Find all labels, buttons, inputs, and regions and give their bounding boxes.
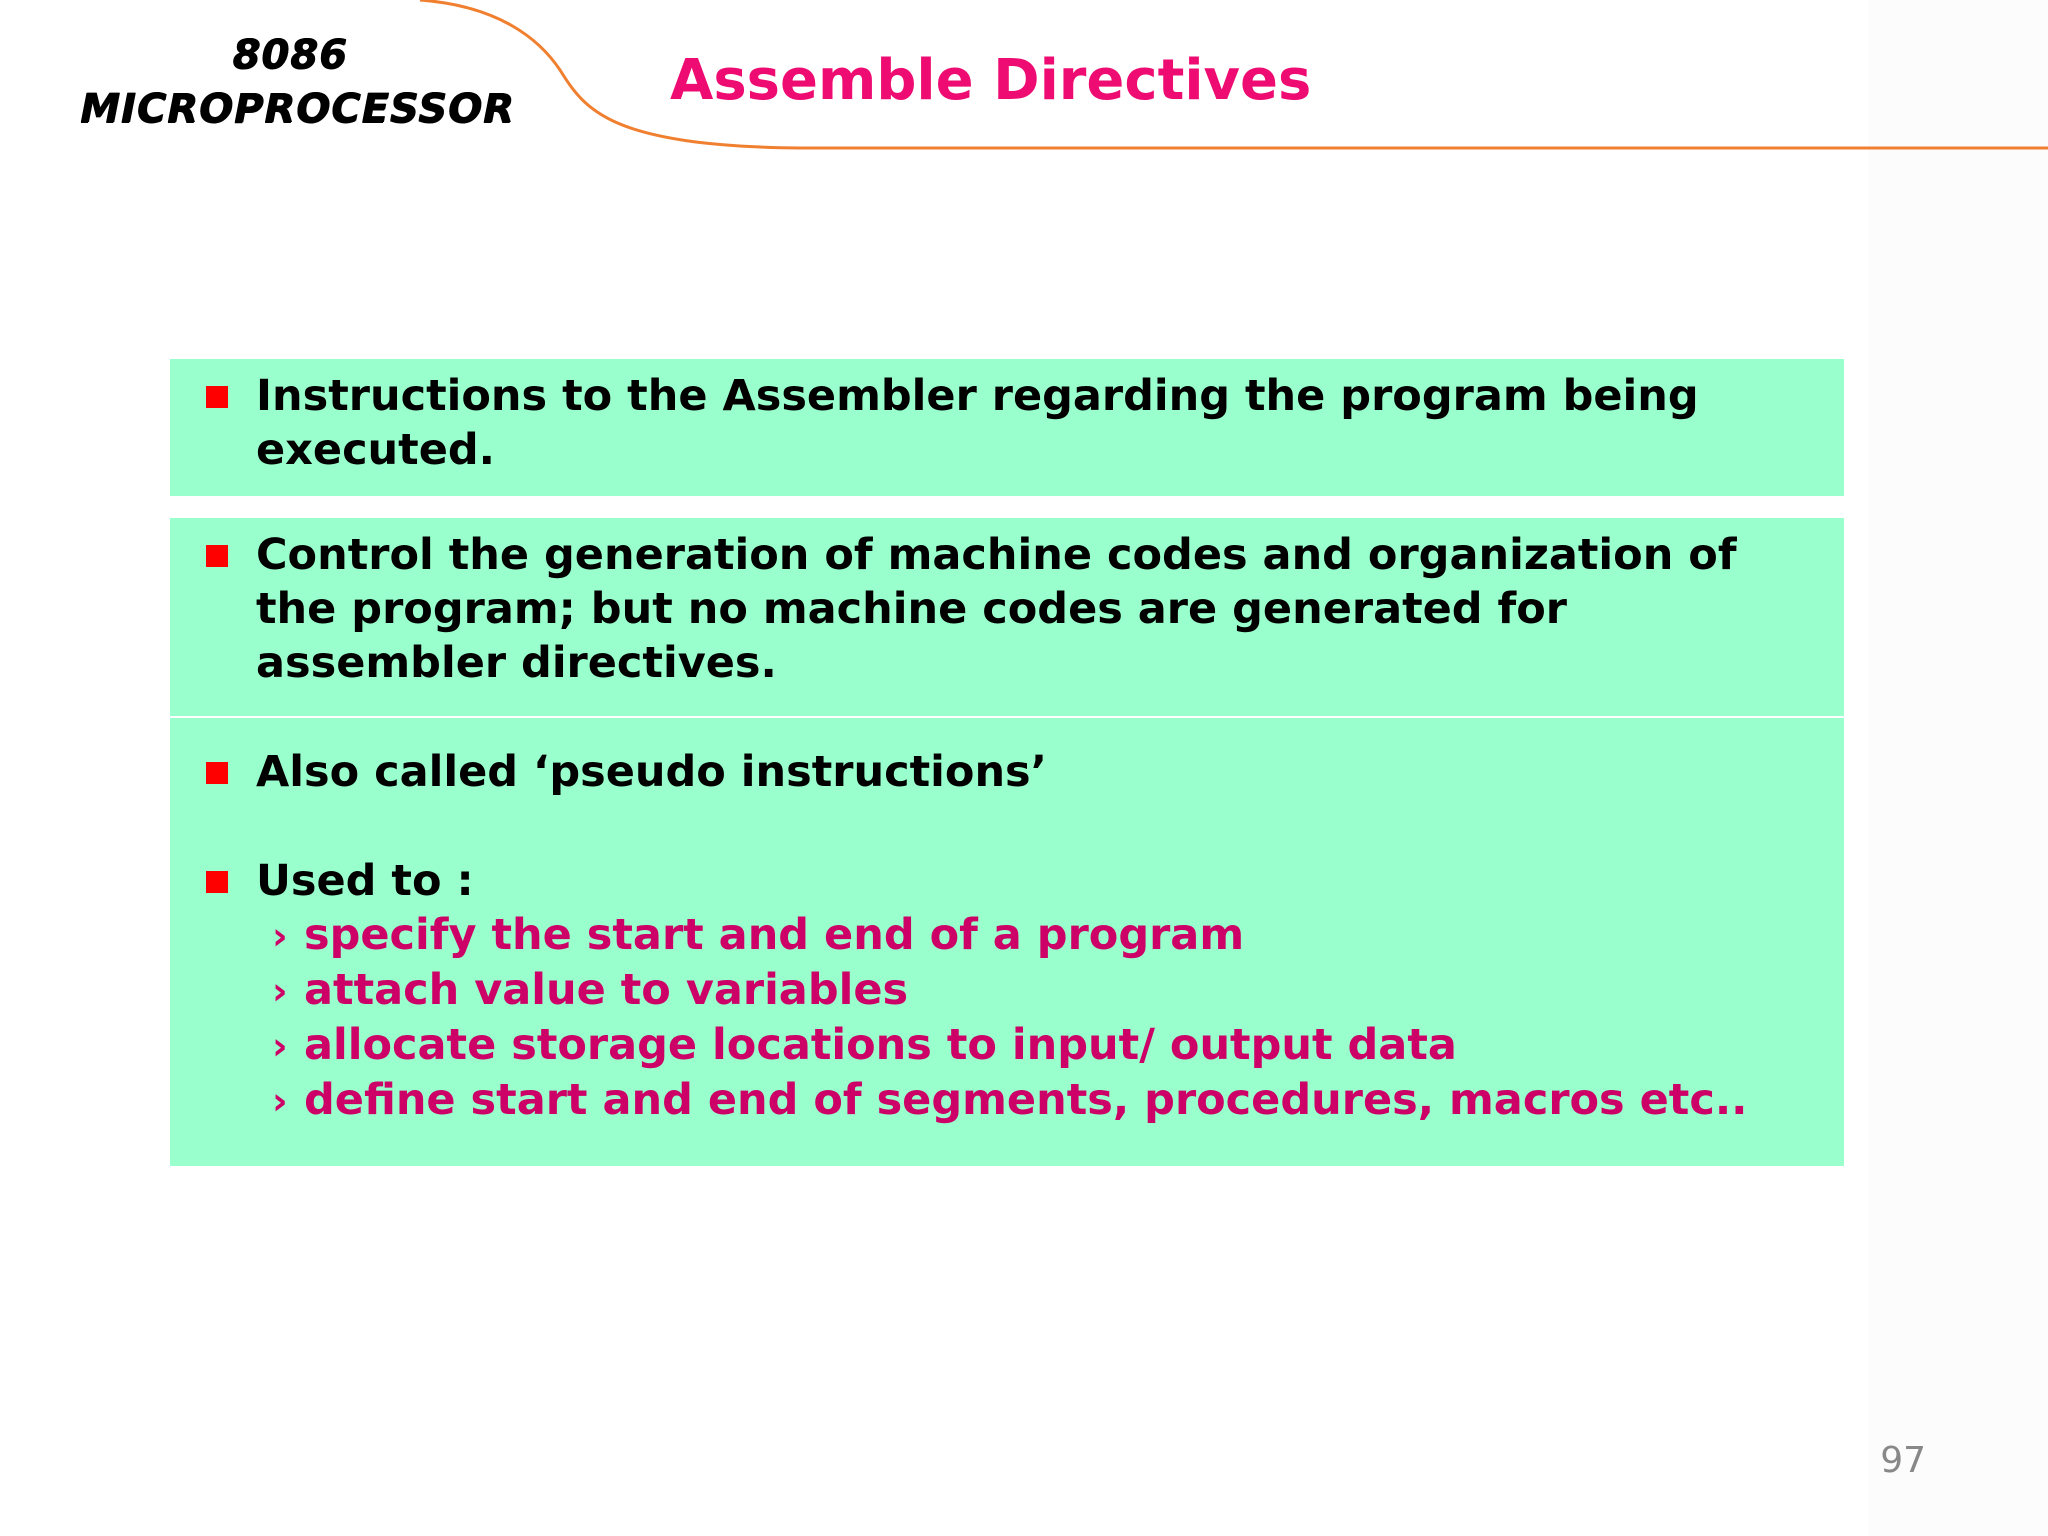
square-bullet-icon (206, 871, 228, 893)
page-number: 97 (1880, 1440, 1926, 1481)
sub-item-4 (272, 1073, 1748, 1128)
content-box-3 (170, 718, 1844, 1166)
bullet-item-2 (256, 528, 1824, 690)
sub-item-3 (272, 1018, 1457, 1073)
bullet-text-1: Instructions to the Assembler regarding the program being executed. (256, 371, 1699, 475)
sub-item-text-2: attach value to variables (304, 965, 909, 1015)
sub-item-1 (272, 908, 1244, 963)
chevron-right-icon: › (272, 914, 288, 958)
chevron-right-icon: › (272, 1079, 288, 1123)
bullet-text-4: Used to : (256, 856, 474, 906)
right-shade (1868, 0, 2048, 1536)
square-bullet-icon (206, 545, 228, 567)
content-box-1 (170, 359, 1844, 496)
sub-item-text-3: allocate storage locations to input/ output data (304, 1020, 1457, 1070)
bullet-item-3 (256, 745, 1824, 799)
logo-line-1: 8086 (232, 32, 348, 78)
chevron-right-icon: › (272, 969, 288, 1013)
sub-item-2 (272, 963, 908, 1018)
logo-line-2: MICROPROCESSOR (80, 86, 515, 132)
bullet-item-1 (256, 369, 1824, 477)
bullet-text-2: Control the generation of machine codes and organization of the program; but no machine codes are generated for assembler directives. (256, 530, 1737, 688)
square-bullet-icon (206, 762, 228, 784)
content-box-2 (170, 518, 1844, 716)
course-logo (80, 28, 515, 136)
chevron-right-icon: › (272, 1024, 288, 1068)
slide-title: Assemble Directives (670, 48, 1312, 113)
bullet-item-4 (256, 854, 1824, 908)
sub-item-text-4: define start and end of segments, procedures, macros etc.. (304, 1075, 1748, 1125)
square-bullet-icon (206, 386, 228, 408)
sub-item-text-1: specify the start and end of a program (304, 910, 1245, 960)
bullet-text-3: Also called ‘pseudo instructions’ (256, 747, 1047, 797)
